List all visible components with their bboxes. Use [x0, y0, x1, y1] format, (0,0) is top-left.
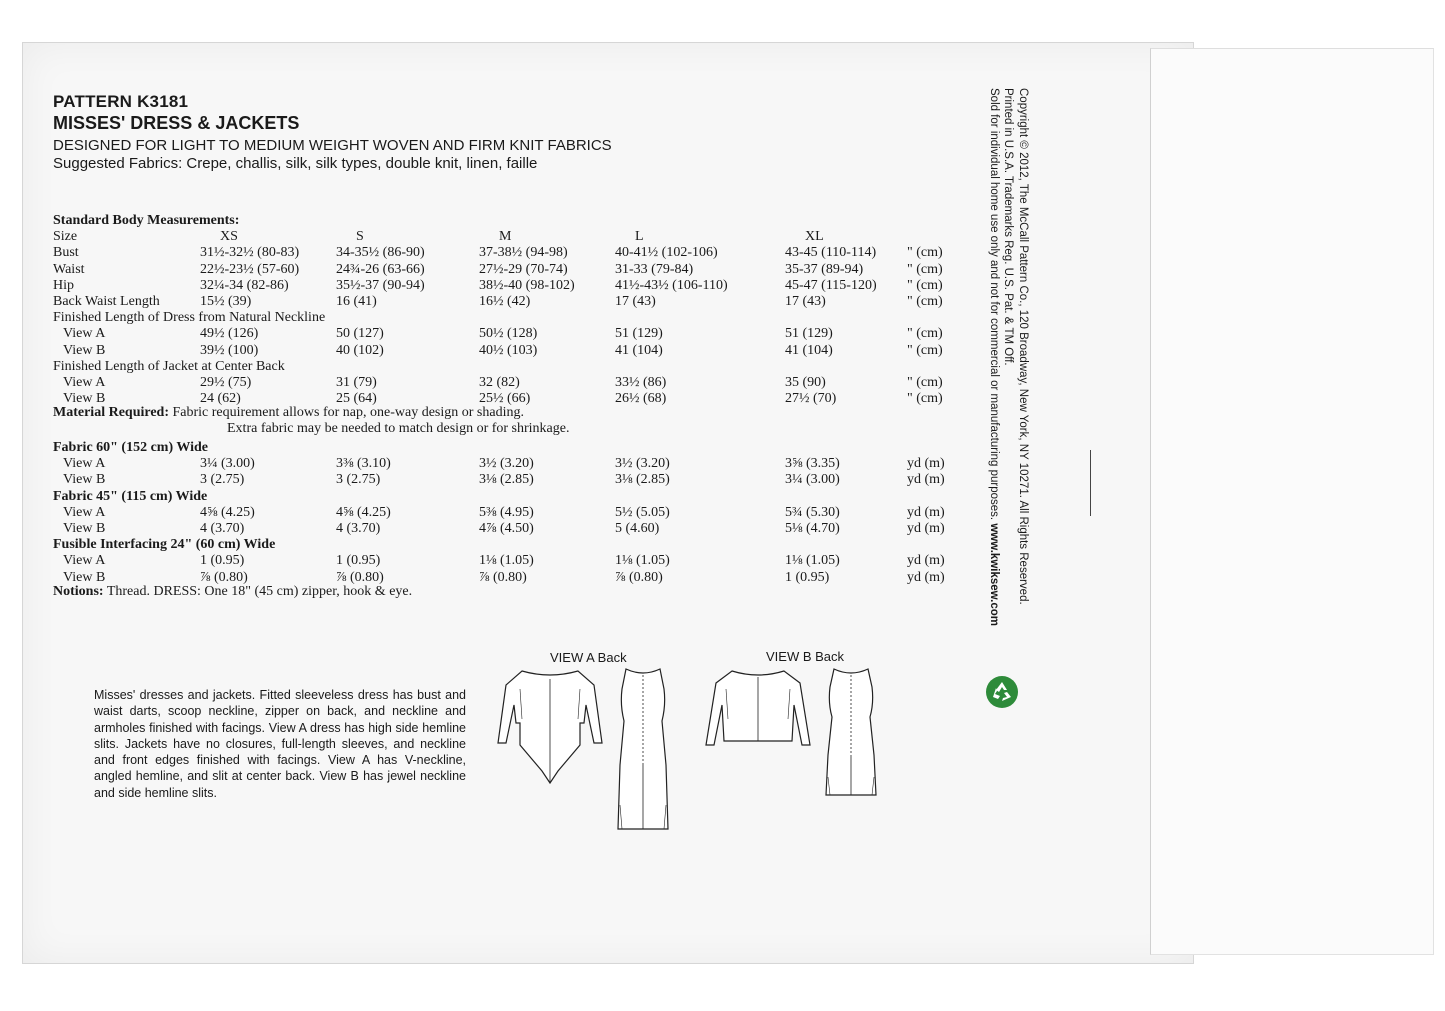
product-title: MISSES' DRESS & JACKETS	[53, 113, 300, 133]
measurement-cell: 50½ (128)	[479, 326, 538, 342]
row-label: View B	[63, 569, 106, 585]
measurement-cell: ⅞ (0.80)	[615, 569, 663, 585]
measurement-cell: 33½ (86)	[615, 375, 667, 390]
measurement-cell: 5⅛ (4.70)	[785, 521, 840, 536]
size-label: Size	[53, 229, 78, 245]
recycle-icon	[985, 675, 1019, 709]
row-label: Back Waist Length	[53, 294, 160, 309]
measurement-cell: 3⅛ (2.85)	[479, 472, 534, 488]
measurement-cell: 40-41½ (102-106)	[615, 245, 718, 261]
unit-label: yd (m)	[907, 472, 945, 488]
view-b-dress-illustration	[818, 665, 884, 800]
row-label: View B	[63, 472, 106, 488]
measurement-cell: 40 (102)	[336, 342, 384, 358]
notions	[53, 584, 412, 600]
subsection-heading: Finished Length of Dress from Natural Neckline	[53, 310, 326, 326]
row-label: Hip	[53, 277, 74, 293]
copyright-use-text: Sold for individual home use only and not for commercial or manufacturing purposes.	[988, 88, 1000, 521]
unit-label: yd (m)	[907, 569, 945, 585]
measurement-cell: 16½ (42)	[479, 294, 531, 309]
measurement-cell: 37-38½ (94-98)	[479, 245, 568, 261]
measurement-cell: 31½-32½ (80-83)	[200, 245, 300, 261]
measurement-cell: 3 (2.75)	[336, 472, 381, 488]
view-a-jacket-illustration	[490, 665, 610, 785]
unit-label: " (cm)	[907, 375, 943, 390]
measurement-cell: 4 (3.70)	[336, 521, 381, 536]
measurement-cell: 3⅜ (3.10)	[336, 456, 391, 472]
pattern-number: PATTERN K3181	[53, 92, 189, 111]
measurement-cell: 39½ (100)	[200, 342, 259, 358]
row-label: View B	[63, 391, 106, 407]
measurement-cell: 31-33 (79-84)	[615, 261, 694, 277]
unit-label: yd (m)	[907, 456, 945, 472]
material-line-1: Fabric requirement allows for nap, one-way design or shading.	[172, 405, 524, 420]
measurement-cell: 32¼-34 (82-86)	[200, 277, 289, 293]
unit-label: " (cm)	[907, 294, 943, 309]
measurement-cell: 1⅛ (1.05)	[785, 553, 840, 569]
measurement-cell: 50 (127)	[336, 326, 384, 342]
measurement-cell: 16 (41)	[336, 294, 377, 309]
measurement-cell: 26½ (68)	[615, 391, 667, 407]
measurement-cell: 41 (104)	[785, 342, 833, 358]
measurement-cell: 35 (90)	[785, 375, 826, 390]
section-heading: Fusible Interfacing 24" (60 cm) Wide	[53, 537, 276, 553]
measurement-cell: 41 (104)	[615, 342, 663, 358]
row-label: View B	[63, 342, 106, 358]
size-column-header: XL	[805, 229, 824, 245]
measurement-cell: 3½ (3.20)	[615, 456, 670, 472]
view-a-dress-illustration	[608, 665, 678, 835]
measurement-cell: 5¾ (5.30)	[785, 504, 840, 520]
measurement-cell: 4⅝ (4.25)	[336, 504, 391, 520]
measurement-cell: 35-37 (89-94)	[785, 261, 864, 277]
measurement-cell: 1⅛ (1.05)	[479, 553, 534, 569]
measurement-cell: 3 (2.75)	[200, 472, 245, 488]
measurement-cell: ⅞ (0.80)	[479, 569, 527, 585]
measurement-cell: 24¾-26 (63-66)	[336, 261, 425, 277]
measurement-cell: 22½-23½ (57-60)	[200, 261, 300, 277]
material-line-2: Extra fabric may be needed to match design or for shrinkage.	[227, 421, 570, 436]
envelope-flap	[1150, 48, 1434, 955]
notions-text: Thread. DRESS: One 18" (45 cm) zipper, hook & eye.	[106, 584, 413, 599]
unit-label: " (cm)	[907, 326, 943, 342]
measurement-cell: 34-35½ (86-90)	[336, 245, 425, 261]
designed-for: DESIGNED FOR LIGHT TO MEDIUM WEIGHT WOVEN AND FIRM KNIT FABRICS	[53, 137, 612, 154]
measurement-cell: 35½-37 (90-94)	[336, 277, 425, 293]
measurement-cell: 51 (129)	[615, 326, 663, 342]
measurement-cell: 3⅝ (3.35)	[785, 456, 840, 472]
measurement-cell: 41½-43½ (106-110)	[615, 277, 728, 293]
measurement-cell: 25½ (66)	[479, 391, 531, 407]
measurement-cell: 15½ (39)	[200, 294, 252, 309]
measurement-cell: 4⅝ (4.25)	[200, 504, 255, 520]
row-label: View A	[63, 553, 106, 569]
measurement-cell: 24 (62)	[200, 391, 241, 407]
measurement-cell: 4 (3.70)	[200, 521, 245, 536]
view-a-label: VIEW A Back	[550, 650, 627, 665]
measurement-cell: 29½ (75)	[200, 375, 252, 390]
unit-label: " (cm)	[907, 342, 943, 358]
size-column-header: S	[356, 229, 364, 245]
measurement-cell: ⅞ (0.80)	[200, 569, 248, 585]
copyright-line-1: Copyright © 2012, The McCall Pattern Co., 120 Broadway, New York, NY 10271. All Rights Reserved.	[1017, 88, 1029, 605]
subsection-heading: Finished Length of Jacket at Center Back	[53, 358, 285, 374]
copyright-line-3	[987, 88, 1002, 626]
measurement-cell: 32 (82)	[479, 375, 520, 390]
copyright-notice	[987, 88, 1031, 626]
size-column-header: XS	[220, 229, 238, 245]
website-url: www.kwiksew.com	[988, 523, 1000, 627]
row-label: Waist	[53, 261, 85, 277]
size-column-header: L	[635, 229, 644, 245]
section-heading: Fabric 60" (152 cm) Wide	[53, 440, 209, 455]
measurement-cell: 27½ (70)	[785, 391, 837, 407]
measurement-cell: 3⅛ (2.85)	[615, 472, 670, 488]
row-label: View A	[63, 326, 106, 342]
measurement-cell: 40½ (103)	[479, 342, 538, 358]
section-heading: Fabric 45" (115 cm) Wide	[53, 488, 208, 504]
pattern-description: Misses' dresses and jackets. Fitted sleeveless dress has bust and waist darts, scoop neckline, zipper on back, and neckline and armholes finished with facings. View A dress has high side hemline slits. Jackets have no closures, full-length sleeves, and neckline and front edges finished with facings. View A has V-neckline, angled hemline, and slit at center back. View B has jewel neckline and side hemline slits.	[94, 688, 466, 800]
notions-heading: Notions:	[53, 584, 104, 599]
measurement-cell: 1 (0.95)	[336, 553, 381, 569]
measurement-cell: 4⅞ (4.50)	[479, 521, 534, 536]
measurement-cell: 5½ (5.05)	[615, 504, 670, 520]
measurement-cell: 45-47 (115-120)	[785, 277, 877, 293]
copyright-line-2: Printed in U.S.A. Trademarks Reg. U.S. Pat. & TM Off.	[1002, 88, 1015, 366]
measurement-cell: 1 (0.95)	[785, 569, 830, 585]
unit-label: yd (m)	[907, 553, 945, 569]
unit-label: " (cm)	[907, 277, 943, 293]
view-b-jacket-illustration	[700, 665, 815, 755]
row-label: View A	[63, 375, 106, 390]
measurement-cell: 51 (129)	[785, 326, 833, 342]
row-label: View B	[63, 521, 106, 536]
size-column-header: M	[499, 229, 512, 245]
measurement-cell: ⅞ (0.80)	[336, 569, 384, 585]
measurement-cell: 27½-29 (70-74)	[479, 261, 568, 277]
material-heading: Material Required:	[53, 405, 169, 420]
section-heading: Standard Body Measurements:	[53, 213, 240, 228]
measurement-cell: 17 (43)	[615, 294, 656, 309]
material-required	[53, 405, 524, 421]
unit-label: yd (m)	[907, 521, 945, 536]
unit-label: " (cm)	[907, 245, 943, 261]
measurement-cell: 17 (43)	[785, 294, 826, 309]
row-label: Bust	[53, 245, 79, 261]
measurement-cell: 25 (64)	[336, 391, 377, 407]
measurement-cell: 5 (4.60)	[615, 521, 660, 536]
measurement-cell: 5⅜ (4.95)	[479, 504, 534, 520]
measurement-cell: 43-45 (110-114)	[785, 245, 877, 261]
unit-label: " (cm)	[907, 391, 943, 407]
measurement-cell: 3¼ (3.00)	[200, 456, 255, 472]
measurement-cell: 1⅛ (1.05)	[615, 553, 670, 569]
unit-label: " (cm)	[907, 261, 943, 277]
measurement-cell: 49½ (126)	[200, 326, 259, 342]
measurement-cell: 3¼ (3.00)	[785, 472, 840, 488]
measurement-cell: 38½-40 (98-102)	[479, 277, 575, 293]
view-b-label: VIEW B Back	[766, 649, 845, 664]
measurement-cell: 1 (0.95)	[200, 553, 245, 569]
row-label: View A	[63, 456, 106, 472]
measurement-cell: 3½ (3.20)	[479, 456, 534, 472]
measurement-cell: 31 (79)	[336, 375, 377, 390]
fold-mark	[1090, 450, 1091, 516]
header-block	[53, 92, 612, 172]
unit-label: yd (m)	[907, 504, 945, 520]
suggested-fabrics: Suggested Fabrics: Crepe, challis, silk, silk types, double knit, linen, faille	[53, 155, 538, 172]
row-label: View A	[63, 504, 106, 520]
